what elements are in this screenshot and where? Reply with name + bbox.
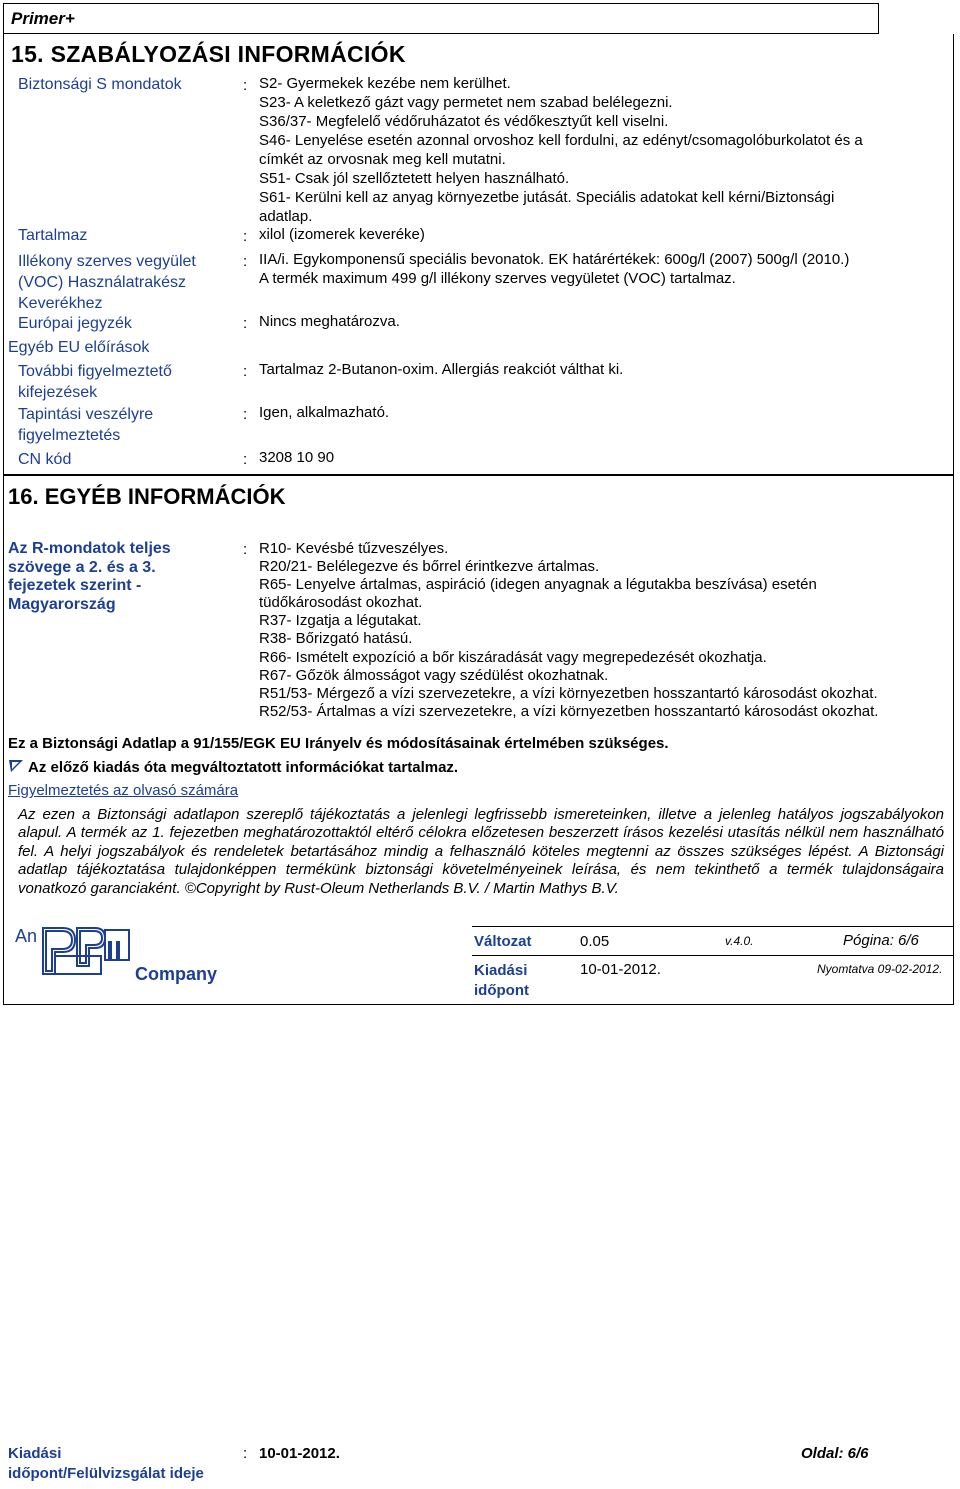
footer-date: 10-01-2012. <box>259 1445 340 1462</box>
label-other-eu-rules: Egyéb EU előírások <box>8 339 150 356</box>
logo-company: Company <box>135 964 218 984</box>
version-value: 0.05 <box>580 933 610 950</box>
colon: : <box>243 315 248 332</box>
colon: : <box>243 77 248 94</box>
label-voc: Illékony szerves vegyület (VOC) Használatrakész Keverékhez <box>18 253 196 312</box>
contains-value: xilol (izomerek keveréke) <box>259 226 425 243</box>
footer-date-label: Kiadási időpont/Felülvizsgálat ideje <box>8 1445 204 1482</box>
issue-date-label: Kiadási időpont <box>474 962 529 999</box>
colon: : <box>243 228 248 245</box>
colon: : <box>243 363 248 380</box>
footer-page-number: Oldal: 6/6 <box>801 1445 869 1462</box>
cn-code-value: 3208 10 90 <box>259 449 335 466</box>
label-cn-code: CN kód <box>18 451 72 468</box>
colon: : <box>243 451 248 468</box>
tactile-warning-value: Igen, alkalmazható. <box>259 404 390 421</box>
eu-directive-note: Ez a Biztonsági Adatlap a 91/155/EGK EU Irányelv és módosításainak értelmében szükséges. <box>8 735 669 752</box>
colon: : <box>243 541 248 558</box>
change-flag-icon <box>8 759 24 773</box>
section-15-title: 15. SZABÁLYOZÁSI INFORMÁCIÓK <box>11 41 406 67</box>
colon: : <box>243 253 248 270</box>
version-label: Változat <box>474 933 532 950</box>
colon: : <box>243 406 248 423</box>
footer-colon: : <box>243 1445 248 1462</box>
s-phrases-text: S2- Gyermekek kezébe nem kerülhet. S23- A keletkező gázt vagy permetet nem szabad belélegezni. S36/37- Megfelelő védőruházatot és védőkesztyűt kell viselni. S46- Lenyelése esetén azonnal orvoshoz kell fordulni, az edényt/csomagolóburkolatot és a címkét az orvosnak meg kell mutatni. S51- Csak jól szellőztetett helyen használható. S61- Kerülni kell az anyag környezetbe jutását. Speciális adatokat kell kérni/Biztonsági adatlap. <box>259 75 863 225</box>
voc-text: IIA/i. Egykomponensű speciális bevonatok. EK határértékek: 600g/l (2007) 500g/l (2010.) A termék maximum 499 g/l illékony szerves vegyületet (VOC) tartalmaz. <box>259 251 850 287</box>
product-name: Primer+ <box>11 9 75 28</box>
company-logo <box>15 926 235 986</box>
divider <box>472 955 954 956</box>
label-r-phrases: Az R-mondatok teljes szövege a 2. és a 3. fejezetek szerint - Magyarország <box>8 540 171 613</box>
logo-prefix: An <box>15 926 38 946</box>
european-inventory-value: Nincs meghatározva. <box>259 313 400 330</box>
section-16-title: 16. EGYÉB INFORMÁCIÓK <box>8 484 286 509</box>
label-contains: Tartalmaz <box>18 227 88 244</box>
label-s-phrases: Biztonsági S mondatok <box>18 76 182 93</box>
r-phrases-text: R10- Kevésbé tűzveszélyes. R20/21- Belélegezve és bőrrel érintkezve ártalmas. R65- Lenyelve ártalmas, aspiráció (idegen anyagnak a légutakba beszívása) esetén tüdőkárosodást okozhat. R37- Izgatja a légutakat. R38- Bőrizgató hatású. R66- Ismételt expozíció a bőr kiszáradását vagy megrepedezését okozhatja. R67- Gőzök álmosságot vagy szédülést okozhatnak. R51/53- Mérgező a vízi szervezetekre, a vízi környezetben hosszantartó károsodást okozhat. R52/53- Ártalmas a vízi szervezetekre, a vízi környezetben hosszantartó károsodást okozhat. <box>259 540 879 720</box>
label-european-inventory: Európai jegyzék <box>18 315 132 332</box>
label-further-warnings: További figyelmeztető kifejezések <box>18 363 172 401</box>
label-tactile-warning: Tapintási veszélyre figyelmeztetés <box>18 406 154 444</box>
page-number-top: Pógina: 6/6 <box>843 932 919 949</box>
reader-notice-text: Az ezen a Biztonsági adatlapon szereplő tájékoztatás a jelenlegi legfrissebb ismereteinken, illetve a jelenleg hatályos jogszabályokon alapul. A termék az 1. fejezetben meghatározottaktól eltérő célokra előzetesen beszerzett írásos kezelési utasítás nélkül nem használható fel. A helyi jogszabályok és rendeletek betartásához mindig a felhasználó köteles megtenni az összes szükséges lépést. A Biztonsági adatlap tájékoztatása tulajdonképpen termékünk biztonsági követelményeinek leírása, és nem tekinthető a termék tulajdonságaira vonatkozó garanciaként. ©Copyright by Rust-Oleum Netherlands B.V. / Martin Mathys B.V. <box>18 806 944 897</box>
issue-date-value: 10-01-2012. <box>580 961 661 978</box>
divider <box>472 926 954 927</box>
product-header-box <box>3 3 879 34</box>
version-code: v.4.0. <box>725 934 754 948</box>
further-warnings-value: Tartalmaz 2-Butanon-oxim. Allergiás reakciót válthat ki. <box>259 361 624 378</box>
reader-notice-title: Figyelmeztetés az olvasó számára <box>8 782 239 799</box>
changed-info-note: Az előző kiadás óta megváltoztatott információkat tartalmaz. <box>8 759 458 776</box>
printed-date: Nyomtatva 09-02-2012. <box>817 962 943 976</box>
rpm-logo-icon <box>41 926 131 976</box>
